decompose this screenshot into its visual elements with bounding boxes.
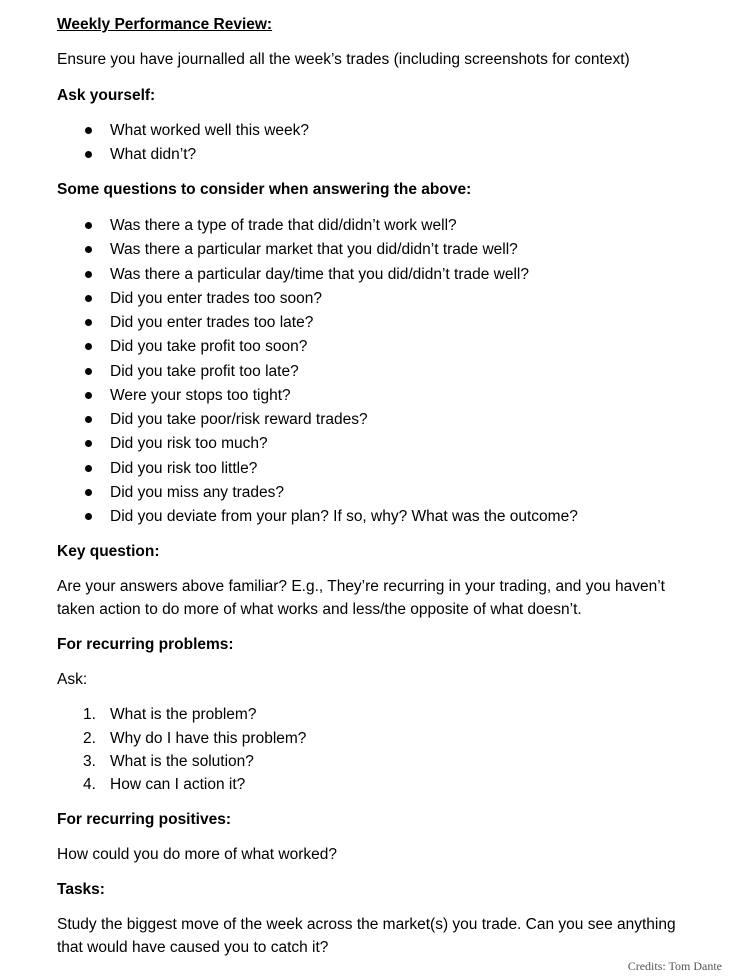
list-item: What worked well this week? xyxy=(110,122,309,139)
tasks-heading: Tasks: xyxy=(57,881,105,898)
list-item: What didn’t? xyxy=(110,146,197,163)
bullet-icon xyxy=(85,246,92,253)
bullet-icon xyxy=(85,295,92,302)
list-item: Did you take profit too late? xyxy=(110,363,299,380)
list-item: Why do I have this problem? xyxy=(110,730,307,747)
list-item: Was there a particular market that you did/didn’t trade well? xyxy=(110,241,518,258)
list-item: What is the solution? xyxy=(110,753,254,770)
page-title: Weekly Performance Review: xyxy=(57,16,273,33)
list-item: Did you risk too little? xyxy=(110,460,258,477)
bullet-icon xyxy=(85,151,92,158)
questions-heading: Some questions to consider when answering the above: xyxy=(57,181,472,198)
bullet-icon xyxy=(85,513,92,520)
list-item: What is the problem? xyxy=(110,706,257,723)
bullet-icon xyxy=(85,368,92,375)
recurring-positives-heading: For recurring positives: xyxy=(57,811,231,828)
list-item: How can I action it? xyxy=(110,776,246,793)
bullet-icon xyxy=(85,440,92,447)
bullet-icon xyxy=(85,271,92,278)
tasks-line: Study the biggest move of the week across the market(s) you trade. Can you see anything xyxy=(57,916,676,933)
list-item: Did you take poor/risk reward trades? xyxy=(110,411,368,428)
list-item: Was there a type of trade that did/didn’t work well? xyxy=(110,217,457,234)
list-item: Did you enter trades too late? xyxy=(110,314,314,331)
list-item: Did you enter trades too soon? xyxy=(110,290,322,307)
list-item: Did you miss any trades? xyxy=(110,484,285,501)
list-item: Were your stops too tight? xyxy=(110,387,291,404)
list-number: 2. xyxy=(83,730,96,747)
list-item: Did you take profit too soon? xyxy=(110,338,308,355)
recurring-positives-text: How could you do more of what worked? xyxy=(57,846,338,863)
bullet-icon xyxy=(85,392,92,399)
key-question-line: taken action to do more of what works and less/the opposite of what doesn’t. xyxy=(57,601,582,618)
credits-text: Credits: Tom Dante xyxy=(627,959,722,973)
list-item: Did you deviate from your plan? If so, why? What was the outcome? xyxy=(110,508,578,525)
list-item: Did you risk too much? xyxy=(110,435,268,452)
tasks-line: that would have caused you to catch it? xyxy=(57,939,329,956)
bullet-icon xyxy=(85,127,92,134)
bullet-icon xyxy=(85,222,92,229)
list-item: Was there a particular day/time that you did/didn’t trade well? xyxy=(110,266,529,283)
key-question-line: Are your answers above familiar? E.g., They’re recurring in your trading, and you haven’t xyxy=(57,578,665,595)
bullet-icon xyxy=(85,489,92,496)
ask-label: Ask: xyxy=(57,671,88,688)
bullet-icon xyxy=(85,319,92,326)
key-question-heading: Key question: xyxy=(57,543,160,560)
recurring-problems-heading: For recurring problems: xyxy=(57,636,234,653)
list-number: 4. xyxy=(83,776,96,793)
list-number: 1. xyxy=(83,706,96,723)
intro-text: Ensure you have journalled all the week’s trades (including screenshots for context) xyxy=(57,51,630,68)
bullet-icon xyxy=(85,343,92,350)
list-number: 3. xyxy=(83,753,96,770)
ask-yourself-heading: Ask yourself: xyxy=(57,87,156,104)
bullet-icon xyxy=(85,416,92,423)
bullet-icon xyxy=(85,465,92,472)
